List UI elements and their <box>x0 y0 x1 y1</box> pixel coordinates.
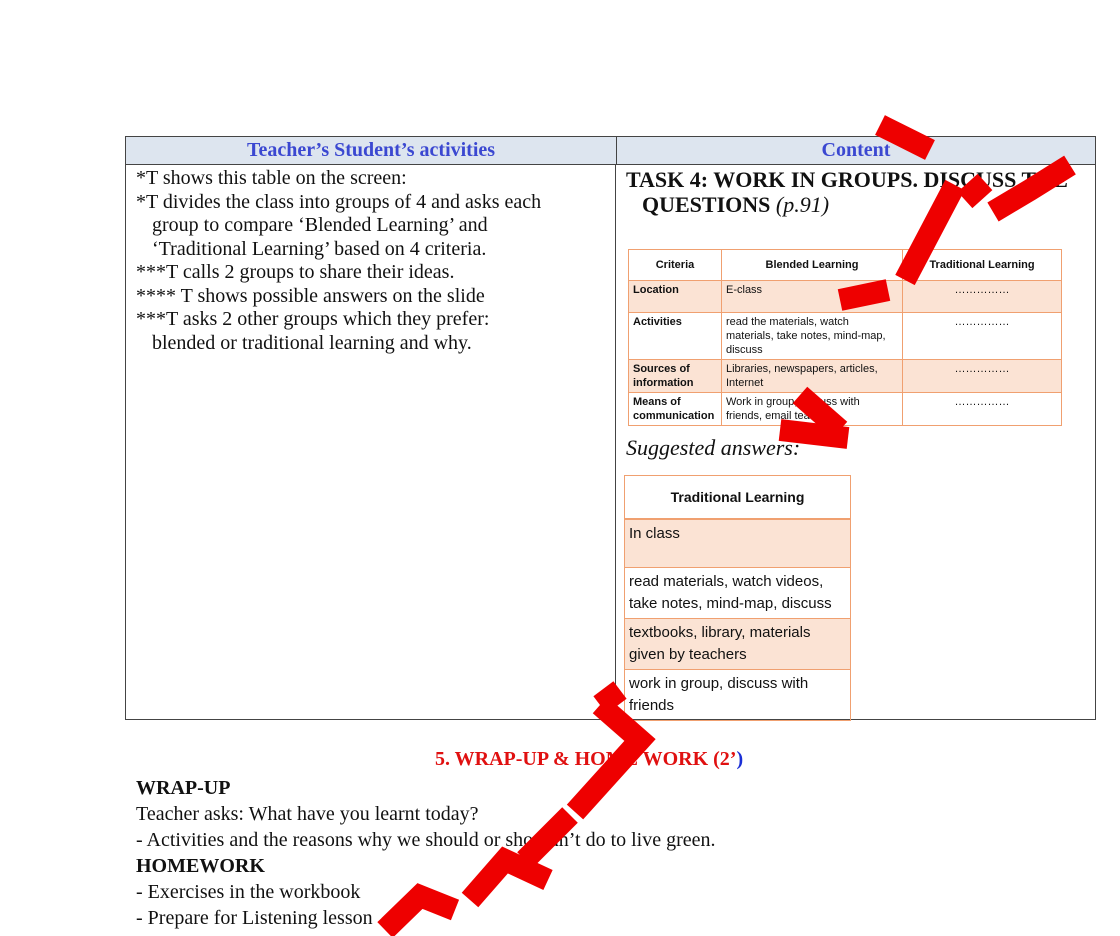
activity-line: *T shows this table on the screen: <box>136 167 407 189</box>
wrapup-question: Teacher asks: What have you learnt today? <box>136 803 479 825</box>
blended-cell: Libraries, newspapers, articles, Internet <box>722 360 903 393</box>
wrapup-title-text: 5. WRAP-UP & HOME WORK (2’ <box>435 748 737 770</box>
criteria-cell: Sources of information <box>629 360 722 393</box>
criteria-header-cell: Blended Learning <box>722 250 903 281</box>
table-row <box>629 313 1062 360</box>
criteria-table <box>628 249 1062 426</box>
task-title-line2: QUESTIONS <box>642 192 771 217</box>
activity-line: group to compare ‘Blended Learning’ and <box>152 214 488 236</box>
header-content: Content <box>821 139 891 161</box>
lesson-table <box>125 136 1096 720</box>
homework-item: - Prepare for Listening lesson <box>136 907 373 929</box>
blended-cell: read the materials, watch materials, take notes, mind-map, discuss <box>722 313 903 360</box>
table-row <box>629 281 1062 313</box>
homework-item: - Exercises in the workbook <box>136 881 361 903</box>
traditional-cell: …………… <box>903 281 1062 313</box>
task-page-ref: (p.91) <box>775 192 830 217</box>
table-row <box>625 618 851 669</box>
answer-cell: work in group, discuss with friends <box>625 669 851 720</box>
table-header <box>126 137 1095 165</box>
wrapup-title <box>435 748 743 771</box>
task-title <box>626 167 1086 217</box>
wrapup-title-paren: ) <box>736 748 744 770</box>
blended-cell: Work in group, discuss with friends, email teacher <box>722 393 903 426</box>
traditional-cell: …………… <box>903 360 1062 393</box>
criteria-cell: Means of communication <box>629 393 722 426</box>
suggested-answers-label: Suggested answers: <box>626 435 801 460</box>
table-row <box>629 393 1062 426</box>
table-row <box>625 519 851 567</box>
table-body-row <box>126 165 1095 719</box>
answer-cell: read materials, watch videos, take notes, mind-map, discuss <box>625 567 851 618</box>
criteria-header-row <box>629 250 1062 281</box>
table-row <box>629 360 1062 393</box>
blended-cell: E-class <box>722 281 903 313</box>
content-column <box>616 165 1095 719</box>
answers-header-cell: Traditional Learning <box>625 476 851 520</box>
activity-line: ***T calls 2 groups to share their ideas. <box>136 261 455 283</box>
wrapup-point: - Activities and the reasons why we should or shouldn’t do to live green. <box>136 829 716 851</box>
activity-line: blended or traditional learning and why. <box>152 331 472 354</box>
table-row <box>625 567 851 618</box>
activity-line: *T divides the class into groups of 4 and asks each <box>136 190 542 213</box>
answer-cell: In class <box>625 519 851 567</box>
answer-cell: textbooks, library, materials given by teachers <box>625 618 851 669</box>
wrapup-section <box>136 775 716 931</box>
traditional-cell: …………… <box>903 313 1062 360</box>
table-row <box>625 669 851 720</box>
criteria-cell: Location <box>629 281 722 313</box>
traditional-cell: …………… <box>903 393 1062 426</box>
answers-table <box>624 475 851 721</box>
answers-header-row <box>625 476 851 520</box>
task-title-line1: TASK 4: WORK IN GROUPS. DISCUSS THE <box>626 167 1068 192</box>
homework-label: HOMEWORK <box>136 855 265 877</box>
activity-line: **** T shows possible answers on the slide <box>136 284 485 307</box>
criteria-cell: Activities <box>629 313 722 360</box>
header-activities: Teacher’s Student’s activities <box>126 137 617 164</box>
activity-line: ‘Traditional Learning’ based on 4 criteria. <box>152 237 487 260</box>
activities-column <box>126 165 616 719</box>
criteria-header-cell: Criteria <box>629 250 722 281</box>
wrapup-label: WRAP-UP <box>136 777 231 799</box>
activity-line: ***T asks 2 other groups which they prefer: <box>136 308 490 330</box>
criteria-header-cell: Traditional Learning <box>903 250 1062 281</box>
